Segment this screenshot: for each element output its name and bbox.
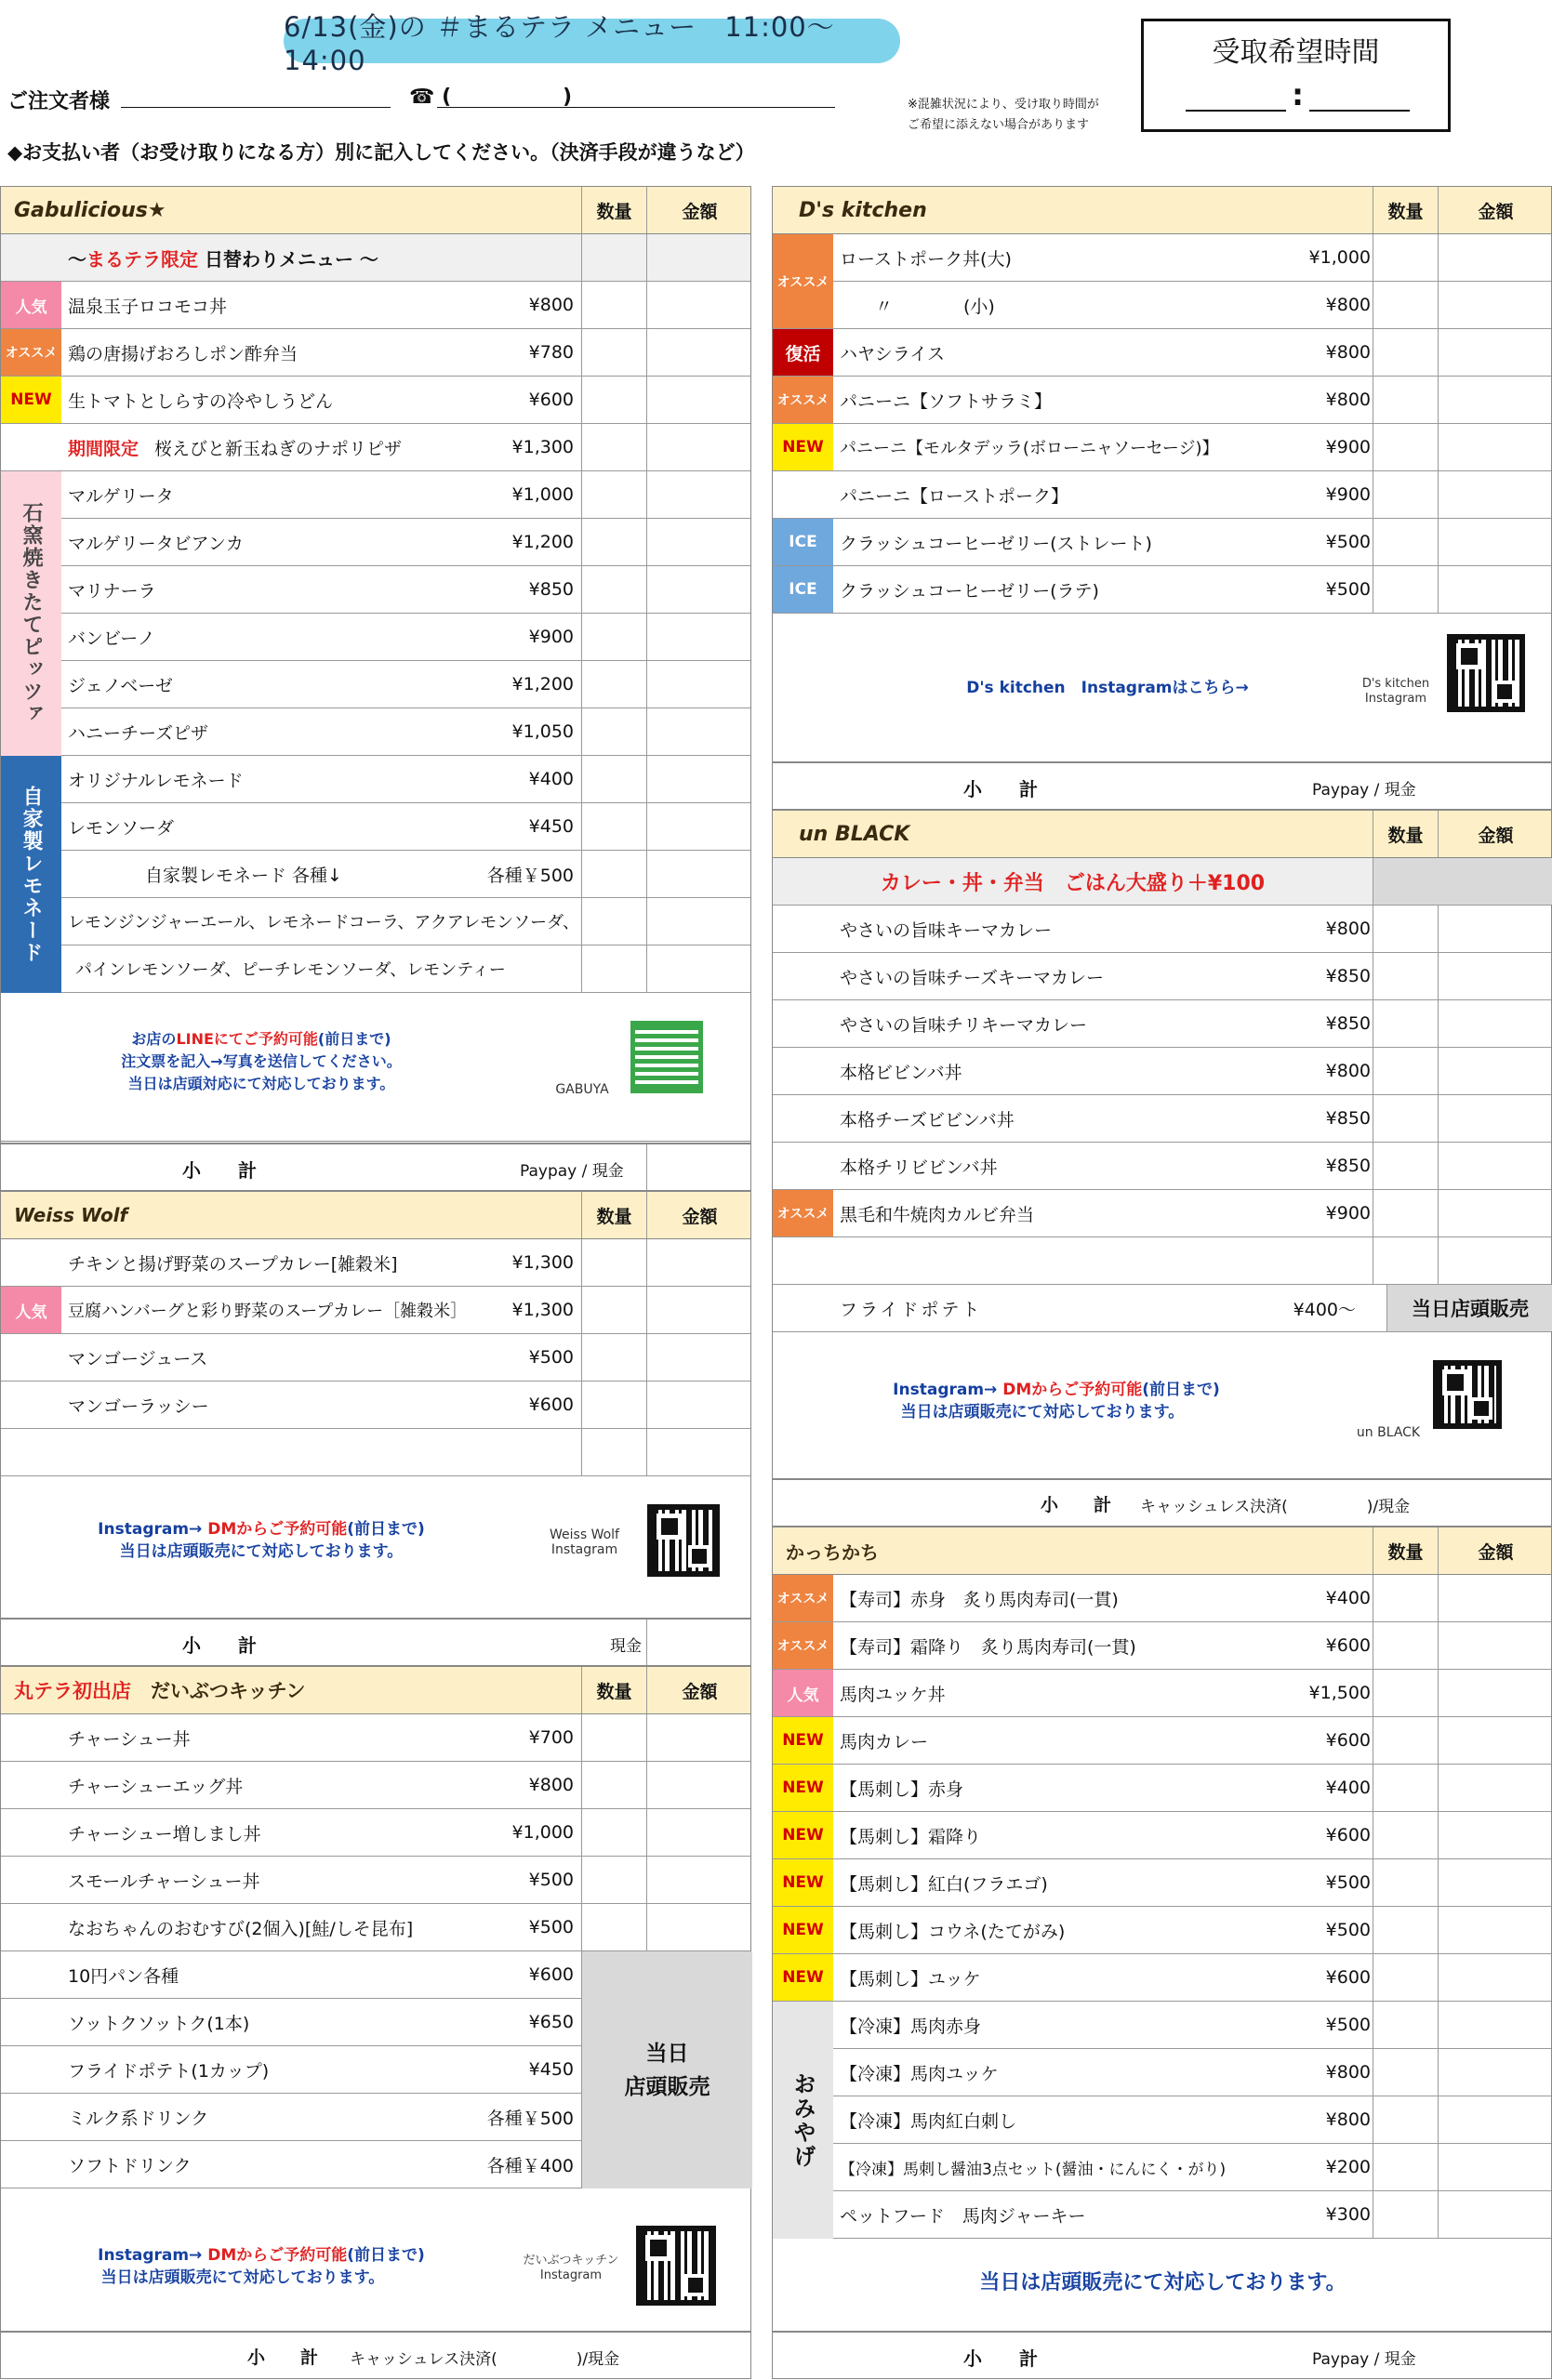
menu-item: なおちゃんのおむすび(2個入)[鮭/しそ昆布] ¥500 (1, 1904, 750, 1951)
ice-badge: ICE (773, 519, 833, 565)
qty-cell[interactable] (581, 471, 582, 518)
kacchi-info: 当日は店頭販売にて対応しております。 (979, 2271, 1346, 2294)
shop-name: かっちかち (786, 1540, 879, 1564)
qty-cell[interactable] (581, 1382, 582, 1428)
weisswolf-header: Weiss Wolf 数量 金額 (1, 1192, 750, 1239)
shop-name: un BLACK (799, 822, 910, 846)
amount-cell[interactable] (646, 329, 647, 376)
qr-code-icon[interactable] (647, 1504, 720, 1577)
recommend-badge: オススメ (773, 1622, 833, 1669)
menu-item: オススメ 黒毛和牛焼肉カルビ弁当 ¥900 (773, 1190, 1551, 1237)
qty-cell[interactable] (581, 282, 582, 328)
amount-cell[interactable] (1438, 519, 1439, 565)
qr-caption: GABUYA (555, 1082, 609, 1097)
amount-header: 金額 (646, 187, 752, 233)
orderer-label: ご注文者様 (7, 90, 111, 113)
crowd-note: ※混雑状況により、受け取り時間が ご希望に添えない場合があります (908, 98, 1099, 132)
qty-cell[interactable] (581, 614, 582, 660)
qty-cell[interactable] (581, 424, 582, 470)
new-badge: NEW (773, 1812, 833, 1858)
qty-cell[interactable] (581, 1809, 582, 1856)
menu-item: マンゴーラッシー ¥600 (1, 1382, 750, 1429)
qty-cell[interactable] (581, 1239, 582, 1286)
dobutsu-header: 丸テラ初出店 だいぶつキッチン 数量 金額 (1, 1667, 750, 1714)
amount-cell[interactable] (646, 803, 647, 850)
qty-header: 数量 (581, 187, 646, 233)
menu-item: チャーシューエッグ丼 ¥800 (1, 1762, 750, 1809)
menu-item: 期間限定 桜えびと新玉ねぎのナポリピザ ¥1,300 (1, 424, 750, 471)
qr-code-icon[interactable] (1433, 1360, 1502, 1429)
qty-cell[interactable] (581, 803, 582, 850)
phone-close: ) (563, 86, 573, 109)
menu-item: オススメ 【寿司】赤身 炙り馬肉寿司(一貫) ¥400 (773, 1575, 1551, 1622)
weisswolf-info: Instagram→ DMからご予約可能(前日まで) 当日は店頭販売にて対応しております。 Weiss Wolf Instagram (1, 1476, 750, 1618)
amount-cell[interactable] (1438, 1237, 1439, 1284)
pickup-hour-field[interactable] (1186, 110, 1286, 112)
dobutsu-info: Instagram→ DMからご予約可能(前日まで) 当日は店頭販売にて対応しております。 だいぶつキッチン Instagram (1, 2188, 750, 2331)
pickup-colon: : (1292, 77, 1304, 112)
dskitchen-panel (772, 186, 1552, 762)
shop-name: Weiss Wolf (14, 1204, 128, 1226)
menu-item: チキンと揚げ野菜のスープカレー[雑穀米] ¥1,300 (1, 1239, 750, 1287)
shop-name: Gabulicious★ (14, 198, 166, 222)
menu-item: フライドポテト ¥400〜 当日店頭販売 (773, 1285, 1551, 1332)
menu-item: オススメ 【寿司】霜降り 炙り馬肉寿司(一貫) ¥600 (773, 1622, 1551, 1670)
gabulicious-panel (0, 186, 751, 1144)
gabulicious-subtotal: 小 計 Paypay / 現金 (0, 1144, 751, 1191)
menu-item: スモールチャーシュー丼 ¥500 (1, 1857, 750, 1904)
dskitchen-info (773, 614, 1551, 761)
menu-item: NEW 馬肉カレー ¥600 (773, 1717, 1551, 1765)
gabulicious-info: お店のLINEにてご予約可能(前日まで) 注文票を記入→写真を送信してください。 当日は店頭対応にて対応しております。 GABUYA (1, 993, 750, 1142)
payment-note: ◆お支払い者（お受け取りになる方）別に記入してください。（決済手段が違うなど） (7, 141, 755, 164)
popular-badge: 人気 (1, 282, 61, 328)
menu-item: NEW パニーニ【モルタデッラ(ボローニャソーセージ)】 ¥900 (773, 424, 1551, 471)
menu-item: 人気 豆腐ハンバーグと彩り野菜のスープカレー［雑穀米］ ¥1,300 (1, 1287, 750, 1334)
menu-item: NEW 生トマトとしらすの冷やしうどん ¥600 (1, 377, 750, 424)
qty-cell[interactable] (581, 329, 582, 376)
amount-cell[interactable] (1438, 2191, 1439, 2238)
menu-item: オススメ パニーニ【ソフトサラミ】 ¥800 (773, 377, 1551, 424)
qty-cell[interactable] (581, 1857, 582, 1903)
recommend-badge: オススメ (773, 377, 833, 423)
recommend-badge: オススメ (1, 329, 61, 376)
amount-cell[interactable] (646, 471, 647, 518)
qr-caption: D's kitchen Instagram (1361, 677, 1430, 706)
menu-item: チャーシュー丼 ¥700 (1, 1714, 750, 1762)
menu-item: 人気 温泉玉子ロコモコ丼 ¥800 (1, 282, 750, 329)
amount-cell[interactable] (1438, 1765, 1439, 1811)
amount-cell[interactable] (1438, 1954, 1439, 2001)
amount-cell[interactable] (646, 1904, 647, 1950)
qr-caption: un BLACK (1356, 1425, 1421, 1440)
menu-item: NEW 【馬刺し】ユッケ ¥600 (773, 1954, 1551, 2002)
qr-code-icon[interactable] (636, 2226, 716, 2306)
amount-cell[interactable] (646, 1429, 647, 1475)
amount-cell[interactable] (1438, 906, 1439, 952)
new-badge: NEW (773, 424, 833, 470)
amount-cell[interactable] (1438, 329, 1439, 376)
amount-cell[interactable] (1438, 1048, 1439, 1094)
amount-cell[interactable] (1438, 282, 1439, 328)
popular-badge: 人気 (1, 1287, 61, 1333)
new-badge: NEW (1, 377, 61, 423)
menu-item: ペットフード 馬肉ジャーキー ¥300 (833, 2191, 1551, 2239)
amount-cell[interactable] (646, 756, 647, 802)
menu-item: 復活 ハヤシライス ¥800 (773, 329, 1551, 377)
qty-cell[interactable] (581, 1714, 582, 1761)
amount-cell[interactable] (1438, 471, 1439, 518)
menu-item: NEW 【馬刺し】コウネ(たてがみ) ¥500 (773, 1907, 1551, 1954)
unblack-subtotal: 小 計 キャッシュレス決済( )/現金 (772, 1479, 1552, 1527)
menu-item: パニーニ【ローストポーク】 ¥900 (773, 471, 1551, 519)
menu-item: マリナーラ ¥850 (61, 566, 750, 614)
amount-cell[interactable] (1438, 377, 1439, 423)
menu-item: NEW 【馬刺し】赤身 ¥400 (773, 1765, 1551, 1812)
qr-code-icon[interactable] (1447, 634, 1525, 712)
lemonade-variants: レモンジンジャーエール、レモネードコーラ、アクアレモンソーダ、 (61, 898, 750, 945)
amount-cell[interactable] (646, 1382, 647, 1428)
recommend-badge: オススメ (773, 234, 833, 329)
amount-cell[interactable] (1438, 1670, 1439, 1716)
menu-item: ハニーチーズピザ ¥1,050 (61, 708, 750, 756)
amount-cell[interactable] (1438, 1190, 1439, 1236)
menu-item: ICE クラッシュコーヒーゼリー(ラテ) ¥500 (773, 566, 1551, 614)
recommend-badge: オススメ (773, 1190, 833, 1236)
unblack-panel (772, 810, 1552, 1479)
menu-item: NEW 【馬刺し】紅白(フラエゴ) ¥500 (773, 1859, 1551, 1907)
subtotal-cell[interactable] (646, 1144, 647, 1190)
amount-cell[interactable] (646, 1239, 647, 1286)
unblack-info: Instagram→ DMからご予約可能(前日まで) 当日は店頭販売にて対応しております。 un BLACK (773, 1332, 1551, 1478)
instagram-link[interactable]: D's kitchen Instagramはこちら→ (966, 679, 1249, 697)
kacchi-panel (772, 1527, 1552, 2332)
qty-cell[interactable] (581, 519, 582, 565)
new-badge: NEW (773, 1765, 833, 1811)
unblack-header: un BLACK 数量 金額 (773, 811, 1551, 858)
subtotal-cell[interactable] (646, 1620, 647, 1665)
menu-item: ミルク系ドリンク 各種￥500 (1, 2094, 750, 2141)
special-row: カレー・丼・弁当 ごはん大盛り＋¥100 (773, 858, 1551, 906)
menu-item: 〃 (小) ¥800 (833, 282, 1551, 329)
menu-item: 10円パン各種 ¥600 (1, 1951, 750, 1999)
qr-caption: だいぶつキッチン Instagram (523, 2254, 619, 2282)
page-title: 6/13(金)の ＃まるテラ メニュー 11:00〜14:00 (284, 19, 900, 63)
menu-item: ジェノベーゼ ¥1,200 (61, 661, 750, 708)
empty-row (773, 1237, 1551, 1285)
amount-cell[interactable] (646, 1762, 647, 1808)
menu-item: ローストポーク丼(大) ¥1,000 (833, 234, 1551, 282)
amount-cell[interactable] (1438, 2049, 1439, 2096)
menu-item: チャーシュー増しまし丼 ¥1,000 (1, 1809, 750, 1857)
store-only-label: 当日店頭販売 (1386, 1285, 1552, 1331)
menu-item: 本格チーズビビンバ丼 ¥850 (773, 1095, 1551, 1143)
amount-cell[interactable] (646, 1714, 647, 1761)
weisswolf-panel (0, 1191, 751, 1619)
amount-cell[interactable] (1438, 2002, 1439, 2048)
kacchi-header: かっちかち 数量 金額 (773, 1527, 1551, 1575)
special-highlight: まるテラ限定 (86, 247, 198, 271)
new-badge: NEW (773, 1907, 833, 1953)
qr-code-icon[interactable] (630, 1021, 703, 1093)
pizza-label: 石窯焼きたてピッツァ (1, 471, 61, 756)
amount-cell[interactable] (1438, 1095, 1439, 1142)
menu-item: フライドポテト(1カップ) ¥450 (1, 2046, 750, 2094)
store-only-label: 当日 店頭販売 (581, 1951, 752, 2188)
dskitchen-subtotal: 小 計 Paypay / 現金 (772, 762, 1552, 810)
menu-item: やさいの旨味チリキーマカレー ¥850 (773, 1000, 1551, 1048)
amount-cell[interactable] (1438, 1717, 1439, 1764)
amount-cell[interactable] (646, 661, 647, 707)
menu-item: NEW 【馬刺し】霜降り ¥600 (773, 1812, 1551, 1859)
qty-cell[interactable] (581, 1334, 582, 1381)
amount-cell[interactable] (646, 614, 647, 660)
limited-label: 期間限定 (68, 438, 139, 459)
amount-cell[interactable] (1438, 2144, 1439, 2190)
qty-cell[interactable] (581, 851, 582, 897)
special-row: 〜まるテラ限定 日替わりメニュー 〜 (1, 234, 750, 282)
popular-badge: 人気 (773, 1670, 833, 1716)
phone-icon: ☎ ( (409, 86, 452, 109)
amount-cell[interactable] (646, 424, 647, 470)
kacchi-subtotal: 小 計 Paypay / 現金 (772, 2332, 1552, 2379)
amount-cell[interactable] (1438, 2096, 1439, 2143)
amount-cell[interactable] (646, 851, 647, 897)
shop-name: だいぶつキッチン (151, 1680, 306, 1702)
menu-item: 人気 馬肉ユッケ丼 ¥1,500 (773, 1670, 1551, 1717)
amount-cell[interactable] (1438, 234, 1439, 281)
amount-cell[interactable] (646, 519, 647, 565)
recommend-badge: オススメ (773, 1575, 833, 1621)
qr-caption: Weiss Wolf Instagram (550, 1527, 619, 1557)
qty-cell[interactable] (581, 566, 582, 613)
new-badge: NEW (773, 1954, 833, 2001)
menu-item: 自家製レモネード 各種↓ 各種￥500 (61, 851, 750, 898)
amount-cell[interactable] (1438, 1000, 1439, 1047)
menu-item: ソットクソットク(1本) ¥650 (1, 1999, 750, 2046)
pickup-title: 受取希望時間 (1212, 36, 1380, 69)
menu-item: ソフトドリンク 各種￥400 (1, 2141, 750, 2188)
phone-field[interactable] (437, 89, 835, 108)
amount-cell[interactable] (646, 377, 647, 423)
menu-item: 【冷凍】馬肉赤身 ¥500 (833, 2002, 1551, 2049)
menu-item: マンゴージュース ¥500 (1, 1334, 750, 1382)
qty-cell[interactable] (581, 377, 582, 423)
amount-cell[interactable] (1438, 1859, 1439, 1906)
amount-cell[interactable] (646, 1334, 647, 1381)
amount-cell[interactable] (1438, 1907, 1439, 1953)
menu-item: マルゲリータ ¥1,000 (61, 471, 750, 519)
qty-cell[interactable] (581, 1762, 582, 1808)
qty-cell[interactable] (581, 708, 582, 755)
empty-row (1, 1429, 750, 1476)
qty-cell[interactable] (581, 1904, 582, 1950)
orderer-field[interactable] (121, 89, 391, 108)
dobutsu-panel (0, 1666, 751, 2332)
menu-item: オススメ 鶏の唐揚げおろしポン酢弁当 ¥780 (1, 329, 750, 377)
dobutsu-subtotal: 小 計 キャッシュレス決済( )/現金 (0, 2332, 751, 2379)
amount-cell[interactable] (646, 282, 647, 328)
menu-item: やさいの旨味キーマカレー ¥800 (773, 906, 1551, 953)
lemonade-variants: パインレモンソーダ、ピーチレモンソーダ、レモンティー (61, 945, 750, 993)
menu-item: レモンソーダ ¥450 (61, 803, 750, 851)
amount-cell[interactable] (1438, 953, 1439, 999)
menu-item: 【冷凍】馬肉ユッケ ¥800 (833, 2049, 1551, 2096)
amount-cell[interactable] (646, 1809, 647, 1856)
gabulicious-header (1, 187, 750, 234)
menu-item: やさいの旨味チーズキーマカレー ¥850 (773, 953, 1551, 1000)
menu-item: 【冷凍】馬刺し醤油3点セット(醤油・にんにく・がり) ¥200 (833, 2144, 1551, 2191)
new-badge: NEW (773, 1717, 833, 1764)
pickup-time-box[interactable] (1141, 19, 1451, 132)
menu-item: オリジナルレモネード ¥400 (61, 756, 750, 803)
amount-cell[interactable] (1438, 1143, 1439, 1189)
pickup-minute-field[interactable] (1309, 110, 1410, 112)
lemonade-label: 自家製レモネード (1, 756, 61, 993)
amount-cell[interactable] (1438, 566, 1439, 613)
amount-cell[interactable] (646, 1287, 647, 1333)
revival-badge: 復活 (773, 329, 833, 376)
amount-cell[interactable] (1438, 1575, 1439, 1621)
menu-item: 本格ビビンバ丼 ¥800 (773, 1048, 1551, 1095)
amount-cell[interactable] (1438, 424, 1439, 470)
menu-item: 【冷凍】馬肉紅白刺し ¥800 (833, 2096, 1551, 2144)
qty-cell[interactable] (581, 661, 582, 707)
shop-name: D's kitchen (799, 198, 927, 222)
amount-cell[interactable] (1438, 1812, 1439, 1858)
dskitchen-header: D's kitchen 数量 金額 (773, 187, 1551, 234)
menu-item: マルゲリータビアンカ ¥1,200 (61, 519, 750, 566)
ice-badge: ICE (773, 566, 833, 613)
qty-cell[interactable] (581, 1429, 582, 1475)
amount-cell[interactable] (646, 1857, 647, 1903)
amount-cell[interactable] (646, 708, 647, 755)
amount-cell[interactable] (646, 566, 647, 613)
qty-cell[interactable] (581, 1287, 582, 1333)
first-store-label: 丸テラ初出店 (14, 1680, 131, 1702)
menu-item: 本格チリビビンバ丼 ¥850 (773, 1143, 1551, 1190)
menu-item: バンビーノ ¥900 (61, 614, 750, 661)
qty-cell[interactable] (581, 756, 582, 802)
amount-cell[interactable] (1438, 1622, 1439, 1669)
menu-item: ICE クラッシュコーヒーゼリー(ストレート) ¥500 (773, 519, 1551, 566)
new-badge: NEW (773, 1859, 833, 1906)
weisswolf-subtotal: 小 計 現金 (0, 1619, 751, 1666)
omiyage-label: おみやげ (773, 2002, 833, 2239)
